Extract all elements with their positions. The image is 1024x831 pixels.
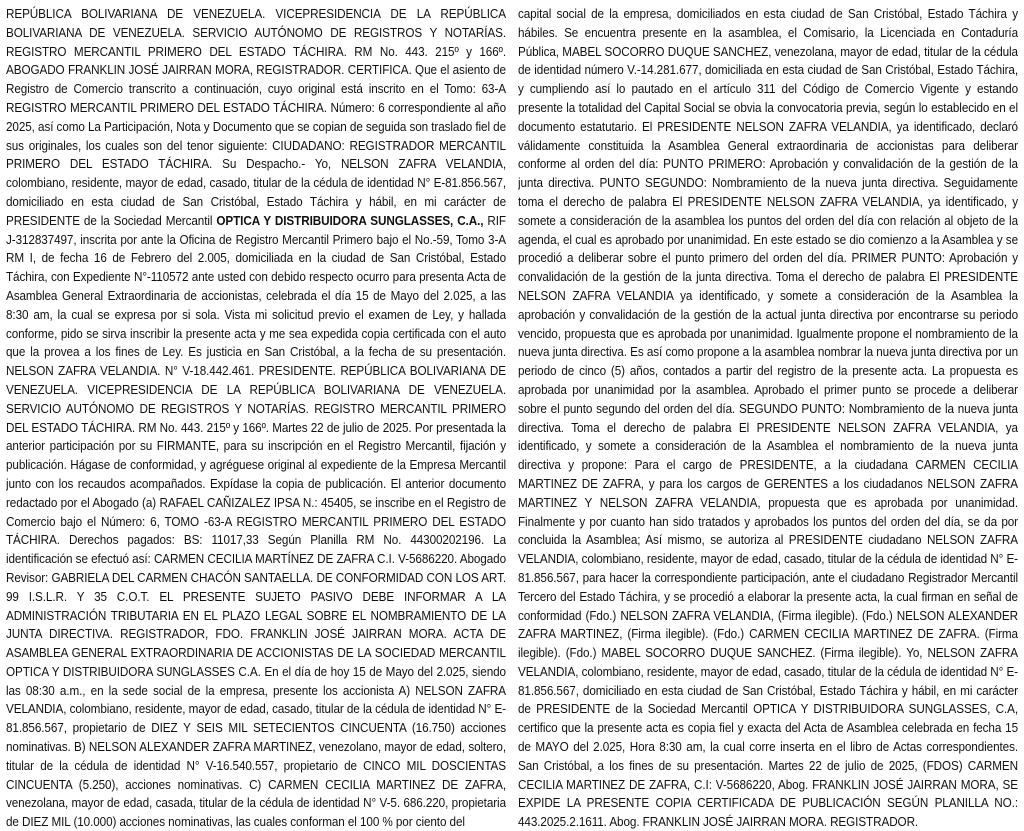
- company-name: OPTICA Y DISTRIBUIDORA SUNGLASSES, C.A.,: [216, 213, 484, 228]
- notice-paragraph-right: capital social de la empresa, domiciliados en esta ciudad de San Cristóbal, Estado Táchira y hábiles. Se encuentra presente en la asamblea, el Comisario, la Licenciada en Contaduría Pública, MABEL SOCORRO DUQUE SANCHEZ, venezolana, mayor de edad, titular de la cédula de identidad número V.-14.281.677, domiciliada en esta ciudad de San Cristóbal, Estado Táchira, y cumpliendo así lo pautado en el artículo 311 del Código de Comercio Vigente y estando presente la totalidad del Capital Social se obvia la convocatoria previa, según lo establecido en el documento estatutario. El PRESIDENTE NELSON ZAFRA VELANDIA, ya identificado, declaró válidamente constituida la Asamblea General extraordinaria de accionistas para deliberar conforme al orden del día: PUNTO PRIMERO: Aprobación y convalidación de la gestión de la junta directiva. PUNTO SEGUNDO: Nombramiento de la nueva junta directiva. Seguidamente toma el derecho de palabra El PRESIDENTE NELSON ZAFRA VELANDIA, ya identificado, y somete a consideración de la asamblea los puntos del orden del día con relación al objeto de la agenda, el cual es aprobado por unanimidad. En este estado se dio comienzo a la Asamblea y se procedió a deliberar sobre el punto primero del orden del día. PRIMER PUNTO: Aprobación y convalidación de la gestión de la junta directiva. Toma el derecho de palabra El PRESIDENTE NELSON ZAFRA VELANDIA ya identificado, y somete a consideración de la Asamblea la aprobación y convalidación de la gestión de la actual junta directiva por encontrarse su periodo vencido, propuesta que es aprobada por unanimidad. Igualmente propone el nombramiento de la nueva junta directiva. Es así como propone a la asamblea nombrar la nueva junta directiva por un periodo de cinco (5) años, contados a partir del registro de la presente acta. La propuesta es aprobada por unanimidad por la asamblea. Aprobado el primer punto se procede a deliberar sobre el punto segundo del orden del día. SEGUNDO PUNTO: Nombramiento de la nueva junta directiva. Toma el derecho de palabra El PRESIDENTE NELSON ZAFRA VELANDIA, ya identificado, y somete a consideración de la Asamblea el nombramiento de la nueva junta directiva y propone: Para el cargo de PRESIDENTE, a la ciudadana CARMEN CECILIA MARTINEZ DE ZAFRA, y para los cargos de GERENTES a los ciudadanos NELSON ZAFRA MARTINEZ Y NELSON ZAFRA VELANDIA, propuesta que es aprobada por unanimidad. Finalmente y por cuanto han sido tratados y aprobados los puntos del orden del día, se da por concluida la Asamblea; Así mismo, se autoriza al PRESIDENTE ciudadano NELSON ZAFRA VELANDIA, colombiano, residente, mayor de edad, casado, titular de la cédula de identidad N° E-81.856.567, para hacer la correspondiente participación, ante el ciudadano Registrador Mercantil Tercero del Estado Táchira, y se procedió a elaborar la presente acta, la cual firman en señal de conformidad (Fdo.) NELSON ZAFRA VELANDIA, (Firma ilegible). (Fdo.) NELSON ALEXANDER ZAFRA MARTINEZ, (Firma ilegible). (Fdo.) CARMEN CECILIA MARTINEZ DE ZAFRA. (Firma ilegible). (Fdo.) MABEL SOCORRO DUQUE SANCHEZ. (Firma ilegible). Yo, NELSON ZAFRA VELANDIA, colombiano, residente, mayor de edad, casado, titular de la cédula de identidad N° E-81.856.567, domiciliado en esta ciudad de San Cristóbal, Estado Táchira y hábil, en mi carácter de PRESIDENTE de la Sociedad Mercantil OPTICA Y DISTRIBUIDORA SUNGLASSES, C.A, certifico que la presente acta es copia fiel y exacta del Acta de Asamblea celebrada en fecha 15 de MAYO del 2.025, Hora 8:30 am, la cual corre inserta en el libro de Actas correspondientes. San Cristóbal, a los fines de su presentación. Martes 22 de julio de 2025, (FDOS) CARMEN CECILIA MARTINEZ DE ZAFRA, C.I: V-5686220, Abog. FRANKLIN JOSÉ JAIRRAN MORA, SE EXPIDE LA PRESENTE COPIA CERTIFICADA DE PUBLICACIÓN SEGÚN PLANILLA NO.: 443.2025.2.1611. Abog. FRANKLIN JOSÉ JAIRRAN MORA. REGISTRADOR.: [518, 7, 1018, 830]
- right-column: [518, 5, 1018, 831]
- notice-text-part1: REPÚBLICA BOLIVARIANA DE VENEZUELA. VICEPRESIDENCIA DE LA REPÚBLICA BOLIVARIANA DE VENEZUELA. SERVICIO AUTÓNOMO DE REGISTROS Y NOTARÍAS. REGISTRO MERCANTIL PRIMERO DEL ESTADO TÁCHIRA. RM No. 443. 215º y 166º. ABOGADO FRANKLIN JOSÉ JAIRRAN MORA, REGISTRADOR. CERTIFICA. Que el asiento de Registro de Comercio transcrito a continuación, cuyo original está inscrito en el Tomo: 63-A REGISTRO MERCANTIL PRIMERO DEL ESTADO TÁCHIRA. Número: 6 correspondiente al año 2025, así como La Participación, Nota y Documento que se copian de seguida son traslado fiel de sus originales, los cuales son del tenor siguiente: CIUDADANO: REGISTRADOR MERCANTIL PRIMERO DEL ESTADO TÁCHIRA. Su Despacho.- Yo, NELSON ZAFRA VELANDIA, colombiano, residente, mayor de edad, casado, titular de la cédula de identidad N° E-81.856.567, domiciliado en esta ciudad de San Cristóbal, Estado Táchira y hábil, en mi carácter de PRESIDENTE de la Sociedad Mercantil: [6, 7, 506, 228]
- notice-paragraph-left: [6, 5, 506, 831]
- left-column-text: [6, 5, 506, 831]
- right-column-text: [518, 5, 1018, 831]
- left-column: [6, 5, 506, 831]
- notice-text-part2: RIF J-312837497, inscrita por ante la Oficina de Registro Mercantil Primero bajo el No.-59, Tomo 3-A RM I, de fecha 16 de Febrero del 2.005, domiciliada en la ciudad de San Cristóbal, Estado Táchira, con Expediente N°-110572 ante usted con debido respecto ocurro para presenta Acta de Asamblea General Extraordinaria de accionistas, celebrada el día 15 de Mayo del 2.025, a las 8:30 am, la cual se expresa por si sola. Vista mi solicitud previo el examen de Ley, y hallada conforme, pido se sirva inscribir la presente acta y me sea expedida copia certificada con el auto que la provea a los fines de Ley. Es justicia en San Cristóbal, a la fecha de su presentación. NELSON ZAFRA VELANDIA. N° V-18.442.461. PRESIDENTE. REPÚBLICA BOLIVARIANA DE VENEZUELA. VICEPRESIDENCIA DE LA REPÚBLICA BOLIVARIANA DE VENEZUELA. SERVICIO AUTÓNOMO DE REGISTROS Y NOTARÍAS. REGISTRO MERCANTIL PRIMERO DEL ESTADO TÁCHIRA. RM No. 443. 215º y 166º. Martes 22 de julio de 2025. Por presentada la anterior participación por su FIRMANTE, para su inscripción en el Registro Mercantil, fijación y publicación. Hágase de conformidad, y agréguese original al expediente de la Empresa Mercantil junto con los recaudos acompañados. Expídase la copia de publicación. El anterior documento redactado por el Abogado (a) RAFAEL CAÑIZALEZ IPSA N.: 45405, se inscribe en el Registro de Comercio bajo el Número: 6, TOMO -63-A REGISTRO MERCANTIL PRIMERO DEL ESTADO TÁCHIRA. Derechos pagados: BS: 11017,33 Según Planilla RM No. 44300202196. La identificación se efectuó así: CARMEN CECILIA MARTÍNEZ DE ZAFRA C.I. V-5686220. Abogado Revisor: GABRIELA DEL CARMEN CHACÓN SANTAELLA. DE CONFORMIDAD CON LOS ART. 99 I.S.L.R. Y 35 C.O.T. EL PRESENTE SUJETO PASIVO DEBE INFORMAR A LA ADMINISTRACIÓN TRIBUTARIA EN EL PLAZO LEGAL SOBRE EL NOMBRAMIENTO DE LA JUNTA DIRECTIVA. REGISTRADOR, FDO. FRANKLIN JOSÉ JAIRRAN MORA. ACTA DE ASAMBLEA GENERAL EXTRAORDINARIA DE ACCIONISTAS DE LA SOCIEDAD MERCANTIL OPTICA Y DISTRIBUIDORA SUNGLASSES C.A. En el día de hoy 15 de Mayo del 2.025, siendo las 08:30 a.m., en la sede social de la empresa, presente los accionista A) NELSON ZAFRA VELANDIA, colombiano, residente, mayor de edad, casado, titular de la cédula de identidad N° E-81.856.567, propietario de DIEZ Y SEIS MIL SETECIENTOS CINCUENTA (16.750) acciones nominativas. B) NELSON ALEXANDER ZAFRA MARTINEZ, venezolano, mayor de edad, soltero, titular de la cédula de identidad N° V-16.540.557, propietario de CINCO MIL DOSCIENTAS CINCUENTA (5.250), acciones nominativas. C) CARMEN CECILIA MARTINEZ DE ZAFRA, venezolana, mayor de edad, casada, titular de la cédula de identidad N° V-5. 686.220, propietaria de DIEZ MIL (10.000) acciones nominativas, las cuales conforman el 100 % por ciento del: [6, 213, 506, 830]
